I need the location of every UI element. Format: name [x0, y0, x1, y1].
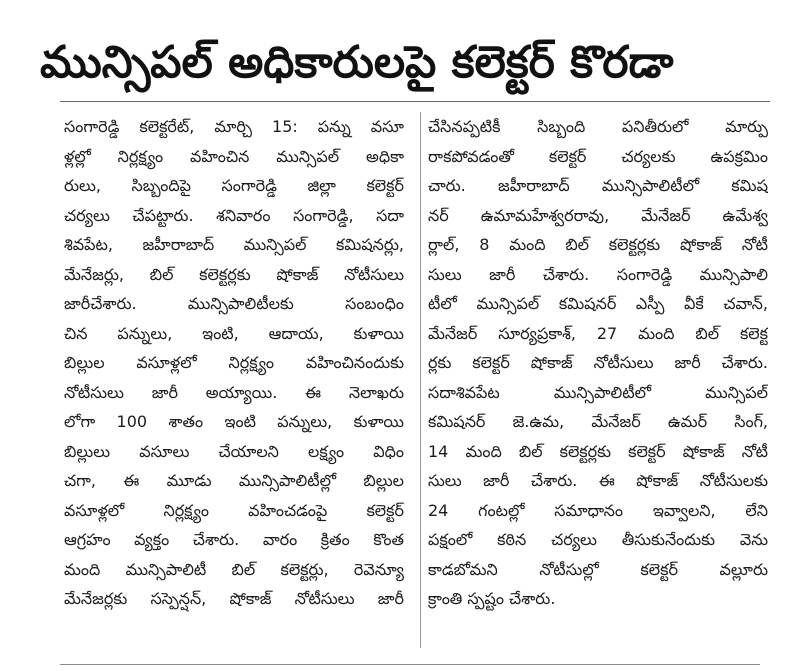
article-line: లోగా 100 శాతం ఇంటి పన్నులు, కుళాయి — [64, 412, 404, 431]
article-line: చారు. జహీరాబాద్ మున్సిపాలిటీలో కమిష — [428, 176, 768, 195]
headline-rule — [60, 101, 770, 102]
column-divider — [420, 112, 421, 648]
article-line: మేనేజర్లు, బిల్ కలెక్టర్లకు షోకాజ్ నోటీసులు — [64, 264, 404, 284]
article-line: క్రాంతి స్పష్టం చేశారు. — [428, 589, 556, 608]
article-line: మేనేజర్లకు సస్పెన్షన్, షోకాజ్ నోటీసులు జారీ — [64, 589, 404, 608]
article-line: 24 గంటల్లో సమాధానం ఇవ్వాలని, లేని — [428, 500, 768, 520]
article-line: చిన పన్నులు, ఇంటి, ఆదాయ, కుళాయి — [64, 323, 404, 343]
article-column-right — [428, 112, 768, 614]
article-line: ళ్లల్లో నిర్లక్ష్యం వహించిన మున్సిపల్ అధికా — [64, 146, 404, 166]
article-line: బిల్లులు వసూలు చేయాలని లక్ష్యం విధిం — [64, 441, 404, 461]
article-line: సంగారెడ్డి కలెక్టరేట్, మార్చి 15: పన్ను వసూ — [64, 117, 404, 136]
article-line: కాడబోమని నోటీసుల్లో కలెక్టర్ వల్లూరు — [428, 559, 768, 579]
article-line: రాకపోవడంతో కలెక్టర్ చర్యలకు ఉపక్రమిం — [428, 146, 768, 166]
article-line: ర్లకు కలెక్టర్ షోకాజ్ నోటీసులు జారీ చేశారు. — [428, 353, 768, 372]
article-line: సులు జారీ చేశారు. సంగారెడ్డి మున్సిపాలి — [428, 264, 768, 284]
article-line: జారీచేశారు. మున్సిపాలిటీలకు సంబంధిం — [64, 294, 404, 313]
article-line: శివపేట, జహీరాబాద్ మున్సిపల్ కమిషనర్లు, — [64, 235, 404, 254]
article-line: నోటీసులు జారీ అయ్యాయి. ఈ నెలాఖరు — [64, 382, 404, 402]
article-line: సదాశివపేట మున్సిపాలిటీలో మున్సిపల్ — [428, 382, 768, 402]
article-line: టీలో మున్సిపల్ కమిషనర్ ఎస్పీ వీకే చవాన్, — [428, 294, 768, 313]
article-line: చగా, ఈ మూడు మున్సిపాలిటీల్లో బిల్లుల — [64, 471, 404, 490]
article-line: కమిషనర్ జె.ఉమ, మేనేజర్ ఉమర్ సింగ్, — [428, 412, 768, 431]
article-line: ర్లాల్, 8 మంది బిల్ కలెక్టర్లకు షోకాజ్ నోటీ — [428, 235, 768, 254]
headline: మున్సిపల్ అధికారులపై కలెక్టర్ కొరడా — [40, 37, 674, 88]
article-line: మంది మున్సిపాలిటీ బిల్ కలెక్టర్లు, రెవెన్యూ — [64, 559, 404, 579]
article-line: రులు, సిబ్బందిపై సంగారెడ్డి జిల్లా కలెక్టర్ — [64, 176, 404, 195]
article-line: చేసినప్పటికీ సిబ్బంది పనితీరులో మార్పు — [428, 117, 768, 136]
article-line: నర్ ఉమామహేశ్వరరావు, మేనేజర్ ఉమేశ్వ — [428, 205, 768, 225]
article-line: బిల్లుల వసూళ్లలో నిర్లక్ష్యం వహించినందుకు — [64, 353, 404, 372]
article-column-left — [64, 112, 404, 614]
footer-rule — [60, 664, 760, 665]
article-line: చర్యలు చేపట్టారు. శనివారం సంగారెడ్డి, సదా — [64, 205, 404, 225]
article-line: 14 మంది బిల్ కలెక్టర్లకు కలెక్టర్ షోకాజ్ నోటీ — [428, 441, 768, 461]
article-line: వసూళ్లలో నిర్లక్ష్యం వహించడంపై కలెక్టర్ — [64, 500, 404, 520]
article-line: ఆగ్రహం వ్యక్తం చేశారు. వారం క్రితం కొంత — [64, 530, 404, 549]
article-line: మేనేజర్ సూర్యప్రకాశ్, 27 మంది బిల్ కలెక్ట — [428, 323, 768, 343]
article-line: సులు జారీ చేశారు. ఈ షోకాజ్ నోటీసులకు — [428, 471, 768, 490]
article-line: పక్షంలో కఠిన చర్యలు తీసుకునేందుకు వెను — [428, 530, 768, 549]
